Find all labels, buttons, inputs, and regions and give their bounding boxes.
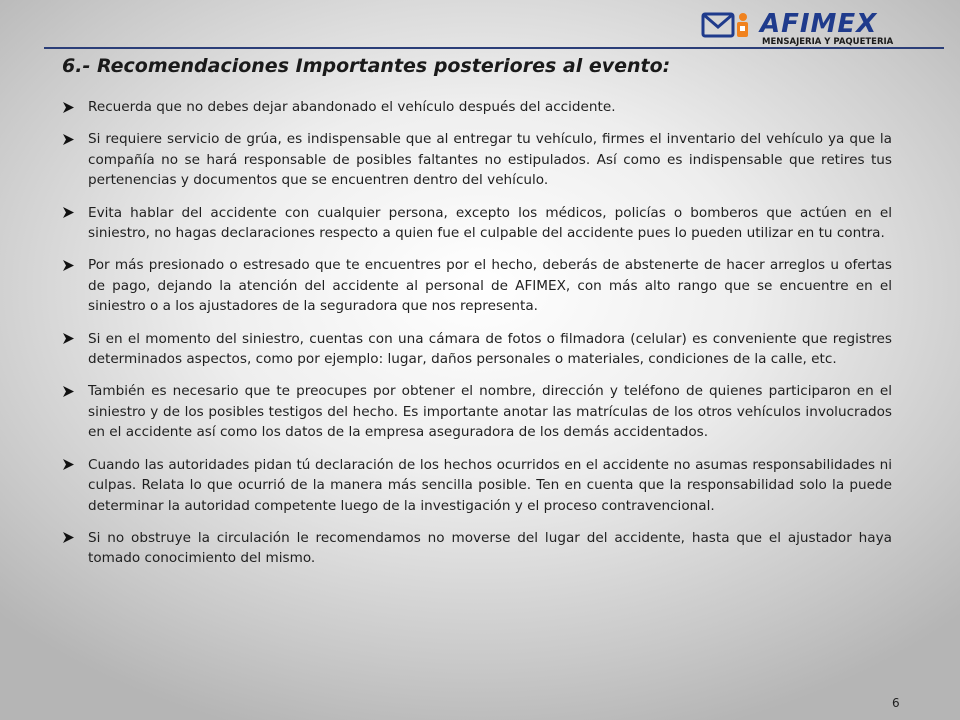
list-item	[62, 203, 892, 244]
afimex-logo	[700, 8, 920, 48]
list-item	[62, 97, 892, 117]
arrow-bullet-icon	[62, 129, 88, 149]
bullet-text: Si requiere servicio de grúa, es indispensable que al entregar tu vehículo, firmes el inventario del vehículo ya que la compañía no se hará responsable de posibles faltantes no estipulados. Así como es indispensable que retires tus pertenencias y documentos que se encuentren dentro del vehículo.	[88, 131, 892, 189]
arrow-bullet-icon	[62, 329, 88, 349]
arrow-bullet-icon	[62, 528, 88, 548]
page-number: 6	[892, 696, 900, 710]
logo-brand-text: AFIMEX	[760, 9, 878, 39]
arrow-bullet-icon	[62, 97, 88, 117]
bullet-text: Si en el momento del siniestro, cuentas con una cámara de fotos o filmadora (celular) es conveniente que registres determinados aspectos, como por ejemplo: lugar, daños personales o materiales, condiciones de la calle, etc.	[88, 330, 892, 368]
arrow-bullet-icon	[62, 381, 88, 401]
bullet-text: También es necesario que te preocupes por obtener el nombre, dirección y teléfono de quienes participaron en el siniestro y de los posibles testigos del hecho. Es importante anotar las matrículas de los otros vehículos involucrados en el accidente así como los datos de la empresa aseguradora de los demás accidentados.	[88, 383, 892, 441]
list-item	[62, 455, 892, 516]
arrow-bullet-icon	[62, 255, 88, 275]
page-title: 6.- Recomendaciones Importantes posteriores al evento:	[62, 55, 671, 77]
arrow-bullet-icon	[62, 203, 88, 223]
logo-tagline-text: MENSAJERIA Y PAQUETERIA	[762, 37, 894, 47]
list-item	[62, 381, 892, 442]
list-item	[62, 129, 892, 190]
bullet-text: Por más presionado o estresado que te encuentres por el hecho, deberás de abstenerte de hacer arreglos u ofertas de pago, dejando la atención del accidente al personal de AFIMEX, con más alto rango que se encuentre en el siniestro o a los ajustadores de la seguradora que nos representa.	[88, 257, 892, 315]
list-item	[62, 255, 892, 316]
recommendations-list	[62, 97, 892, 581]
bullet-text: Cuando las autoridades pidan tú declaración de los hechos ocurridos en el accidente no asumas responsabilidades ni culpas. Relata lo que ocurrió de la manera más sencilla posible. Ten en cuenta que la responsabilidad solo la puede determinar la autoridad competente luego de la investigación y el proceso contravencional.	[88, 456, 892, 514]
bullet-text: Recuerda que no debes dejar abandonado el vehículo después del accidente.	[88, 99, 616, 115]
list-item	[62, 329, 892, 370]
list-item	[62, 528, 892, 569]
bullet-text: Evita hablar del accidente con cualquier persona, excepto los médicos, policías o bomberos que actúen en el siniestro, no hagas declaraciones respecto a quien fue el culpable del accidente pues lo pueden utilizar en tu contra.	[88, 204, 892, 242]
bullet-text: Si no obstruye la circulación le recomendamos no moverse del lugar del accidente, hasta que el ajustador haya tomado conocimiento del mismo.	[88, 529, 892, 567]
arrow-bullet-icon	[62, 455, 88, 475]
